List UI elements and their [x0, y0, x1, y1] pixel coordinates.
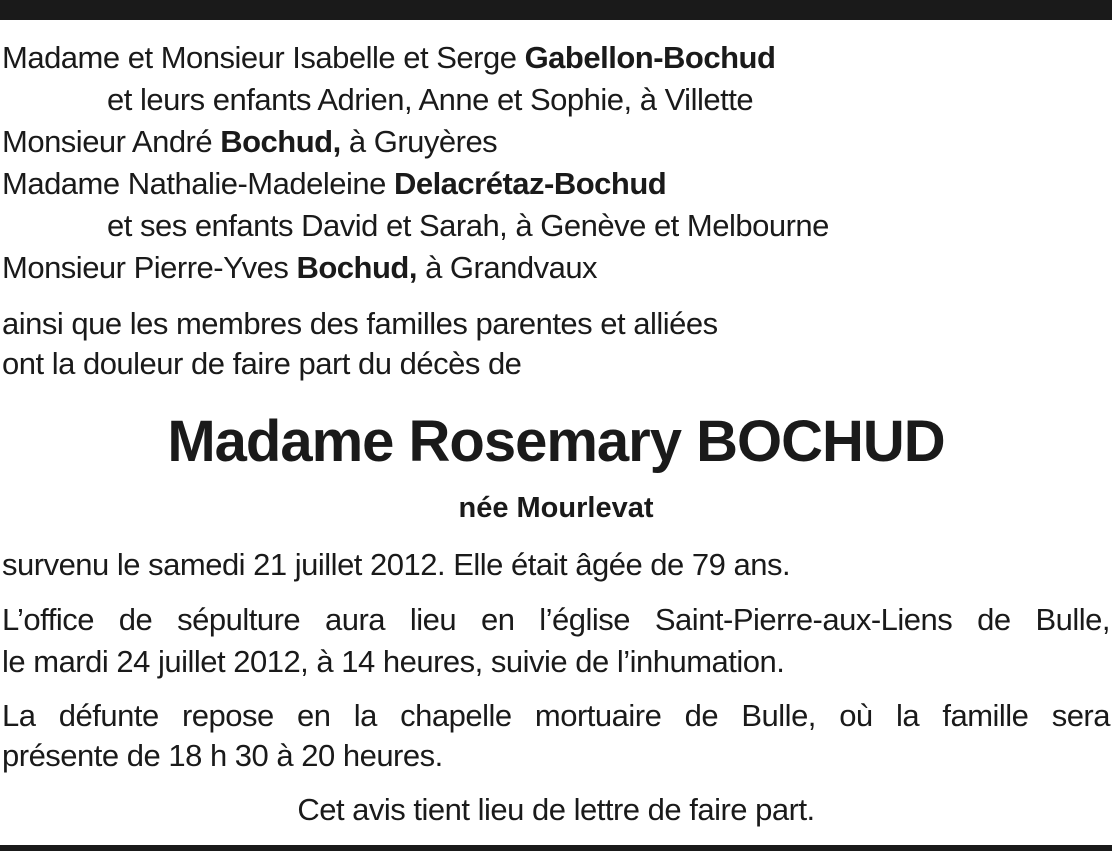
viewing-line-1: La défunte repose en la chapelle mortuaire de Bulle, où la famille sera	[2, 698, 1110, 733]
family-line-6-surname: Bochud,	[296, 250, 417, 285]
deceased-name: Madame Rosemary BOCHUD	[167, 409, 945, 474]
family-line-5	[107, 206, 829, 246]
closing-note: Cet avis tient lieu de lettre de faire part.	[297, 792, 815, 827]
death-details: survenu le samedi 21 juillet 2012. Elle était âgée de 79 ans.	[2, 547, 791, 582]
announcement-line-1: ainsi que les membres des familles parentes et alliées	[2, 306, 718, 341]
announcement-line-2: ont la douleur de faire part du décès de	[2, 346, 522, 381]
maiden-name: née Mourlevat	[458, 492, 654, 524]
family-line-2	[107, 80, 753, 120]
viewing-line-2: présente de 18 h 30 à 20 heures.	[2, 738, 443, 773]
family-line-3-prefix: Monsieur André	[2, 124, 221, 159]
family-line-1-prefix: Madame et Monsieur Isabelle et Serge	[2, 40, 525, 75]
family-line-3-suffix: à Gruyères	[340, 124, 498, 159]
service-line-2: le mardi 24 juillet 2012, à 14 heures, suivie de l’inhumation.	[2, 644, 785, 679]
family-line-1-surname: Gabellon-Bochud	[524, 40, 776, 75]
bottom-rule	[0, 845, 1112, 851]
family-line-5-text: et ses enfants David et Sarah, à Genève et Melbourne	[107, 208, 829, 243]
family-line-6-suffix: à Grandvaux	[416, 250, 598, 285]
service-line-1: L’office de sépulture aura lieu en l’église Saint-Pierre-aux-Liens de Bulle,	[2, 602, 1110, 637]
family-line-6	[2, 248, 597, 288]
family-line-6-prefix: Monsieur Pierre-Yves	[2, 250, 297, 285]
family-line-1	[2, 38, 775, 78]
family-line-3	[2, 122, 497, 162]
family-line-2-text: et leurs enfants Adrien, Anne et Sophie, à Villette	[107, 82, 754, 117]
family-line-4	[2, 164, 666, 204]
family-line-4-prefix: Madame Nathalie-Madeleine	[2, 166, 394, 201]
family-line-3-surname: Bochud,	[220, 124, 341, 159]
family-line-4-surname: Delacrétaz-Bochud	[393, 166, 667, 201]
